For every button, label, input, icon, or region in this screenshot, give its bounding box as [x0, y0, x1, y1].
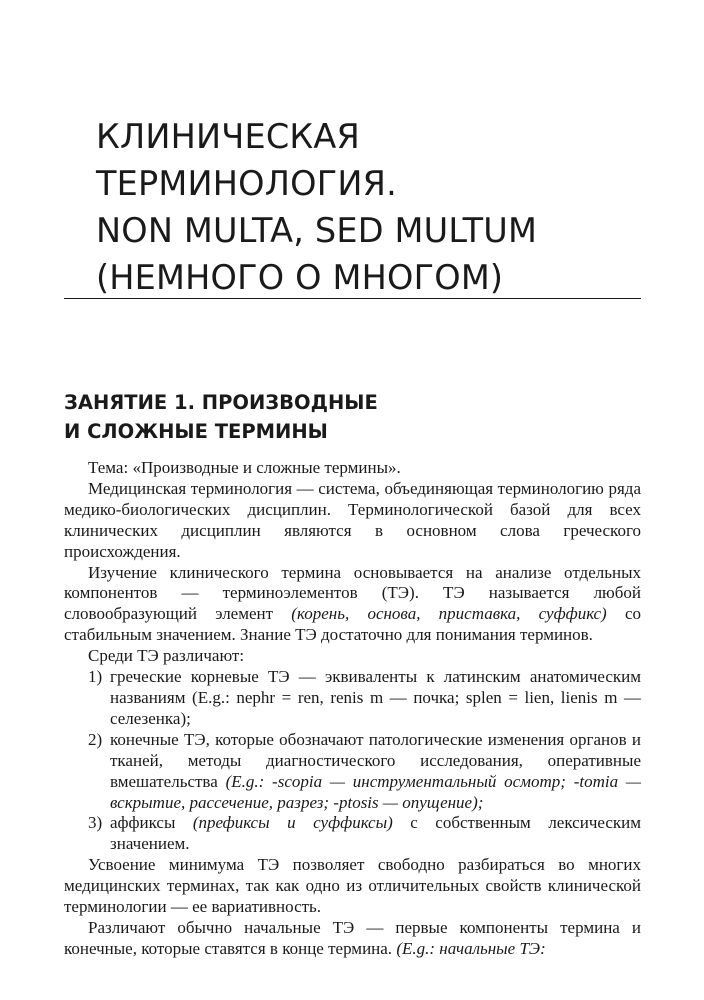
chapter-title-line: ТЕРМИНОЛОГИЯ.	[96, 164, 397, 203]
list-item-text: аффиксы	[110, 813, 176, 833]
list-item-text-end: с собственным лексическим значением.	[110, 813, 641, 854]
list-item-italic: (префиксы и суффиксы)	[192, 813, 393, 833]
title-divider	[64, 298, 641, 299]
list-item-number: 2)	[88, 729, 103, 749]
chapter-title	[96, 113, 656, 301]
chapter-title-line: (НЕМНОГО О МНОГОМ)	[96, 258, 504, 297]
chapter-title-line: КЛИНИЧЕСКАЯ	[96, 117, 360, 156]
list-item-italic: (E.g.: -scopia — инструментальный осмотр; -tomia — вскрытие, рассечение, разрез; -ptosis — опущение);	[110, 771, 641, 812]
lesson-heading-line: ЗАНЯТИЕ 1. ПРОИЗВОДНЫЕ	[64, 391, 378, 414]
lesson-heading-line: И СЛОЖНЫЕ ТЕРМИНЫ	[64, 420, 328, 443]
paragraph-distinguish	[64, 918, 641, 960]
list-item-number: 3)	[88, 813, 103, 833]
paragraph-distinguish-text: Различают обычно начальные ТЭ — первые компоненты термина и конечные, которые ставятся в конце термина.	[64, 917, 641, 958]
list-item	[64, 667, 641, 730]
body-text	[64, 458, 641, 960]
te-types-list	[64, 667, 641, 855]
paragraph-study-text: Изучение клинического термина основывается на анализе отдельных компонентов — терминоэлементов (ТЭ). ТЭ называется любой словообразующий элемент	[64, 562, 641, 624]
paragraph-terminology: Медицинская терминология — система, объединяющая терминологию ряда медико-биологических дисциплин. Терминологической базой для всех клинических дисциплин являются в основном слова греческого происхождения.	[64, 478, 641, 561]
paragraph-distinguish-italic: (E.g.: начальные ТЭ:	[396, 938, 546, 958]
chapter-title-line: NON MULTA, SED MULTUM	[96, 211, 538, 250]
list-item	[64, 730, 641, 814]
paragraph-mastery: Усвоение минимума ТЭ позволяет свободно разбираться во многих медицинских терминах, так как одно из отличительных свойств клинической терминологии — ее вариативность.	[64, 855, 641, 917]
list-intro: Среди ТЭ различают:	[88, 646, 245, 666]
list-item	[64, 813, 641, 855]
paragraph-study-italic: (корень, основа, приставка, суффикс)	[291, 604, 607, 624]
list-item-text: греческие корневые ТЭ — эквиваленты к латинским анатомическим названиям (E.g.: nephr = ren, renis m — почка; splen = lien, lienis m — селезенка);	[110, 667, 641, 728]
paragraph-study-text-end: со стабильным значением. Знание ТЭ достаточно для понимания терминов.	[64, 604, 642, 645]
lesson-heading	[64, 388, 644, 446]
list-item-number: 1)	[88, 667, 103, 687]
topic-line: Тема: «Производные и сложные термины».	[88, 458, 401, 477]
paragraph-study	[64, 563, 641, 647]
list-item-text: конечные ТЭ, которые обозначают патологические изменения органов и тканей, методы диагностического исследования, оперативные вмешательства	[110, 729, 641, 791]
